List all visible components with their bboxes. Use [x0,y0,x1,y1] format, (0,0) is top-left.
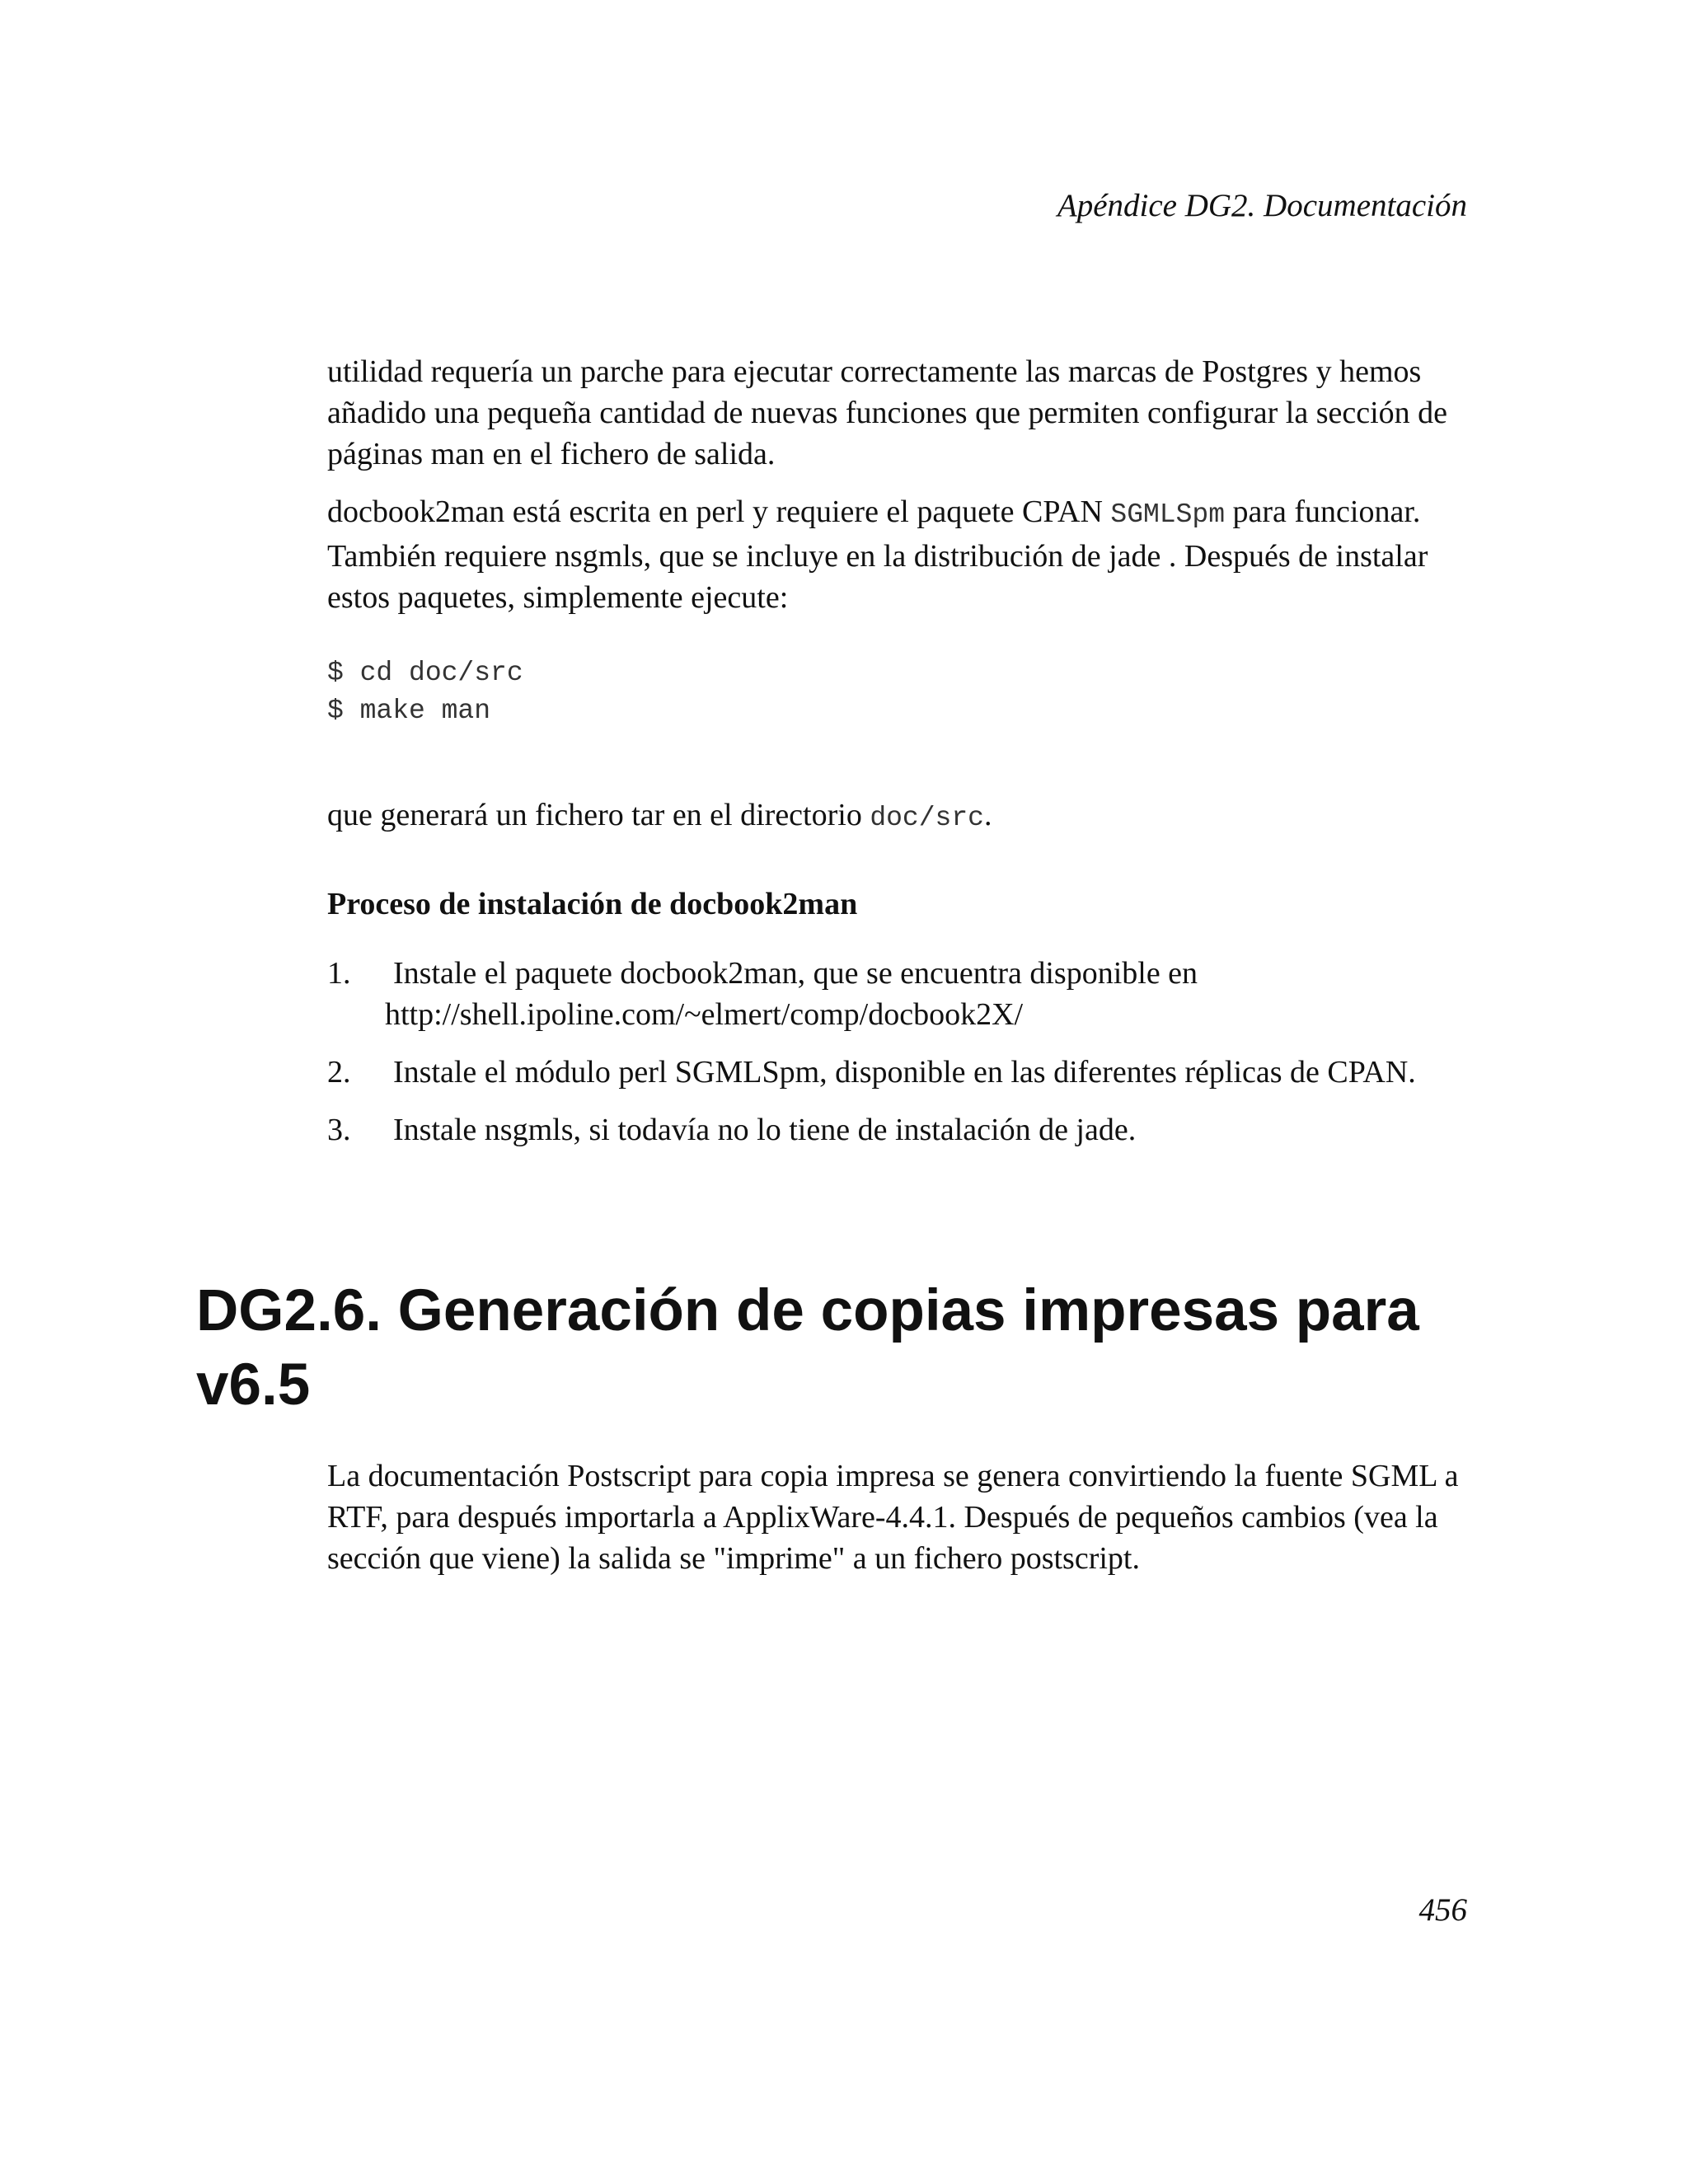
running-header: Apéndice DG2. Documentación [1057,188,1467,223]
step-number: 3. [327,1113,351,1147]
paragraph-postscript: La documentación Postscript para copia impresa se genera convirtiendo la fuente SGML a RTF, para después importarla a ApplixWare-4.4.1. Después de pequeños cambios (vea la sección que viene) la salida se "imprime" a un fichero postscript. [327,1459,1459,1576]
code-line: $ make man [327,696,491,726]
procedure-step [327,953,1481,1035]
paragraph-docbook2man-text-start: docbook2man está escrita en perl y requiere el paquete CPAN [327,494,1111,529]
procedure-title: Proceso de instalación de docbook2man [327,887,858,921]
section-title: DG2.6. Generación de copias impresas para v6.5 [196,1278,1419,1418]
procedure-steps [327,953,1481,1151]
code-line: $ cd doc/src [327,658,523,688]
step-text: Instale el módulo perl SGMLSpm, disponible en las diferentes réplicas de CPAN. [393,1055,1416,1090]
inline-code-doc-src: doc/src [870,803,984,833]
page-number: 456 [1418,1892,1467,1928]
inline-code-sgmlspm: SGMLSpm [1110,499,1226,530]
main-content [327,351,1481,1167]
procedure-step [327,1109,1481,1151]
paragraph-tar-text-end: . [983,798,992,832]
step-number: 1. [327,956,351,991]
step-text: Instale el paquete docbook2man, que se encuentra disponible en [393,956,1198,991]
paragraph-tar-output [327,794,1481,839]
paragraph-utility: utilidad requería un parche para ejecutar correctamente las marcas de Postgres y hemos añadido una pequeña cantidad de nuevas funciones que permiten configurar la sección de páginas man en el fichero de salida. [327,354,1448,471]
step-text: Instale nsgmls, si todavía no lo tiene de instalación de jade. [393,1113,1137,1147]
step-number: 2. [327,1055,351,1090]
step-link-text: http://shell.ipoline.com/~elmert/comp/docbook2X/ [385,997,1024,1032]
code-block [327,654,1481,730]
paragraph-tar-text-start: que generará un fichero tar en el directorio [327,798,870,832]
procedure-step [327,1052,1481,1093]
section-body [327,1455,1481,1579]
paragraph-docbook2man [327,491,1481,618]
paragraph-docbook2man-text-end: para funcionar. También requiere nsgmls, que se incluye en la distribución de jade . Después de instalar estos paquetes, simplemente ejecute: [327,494,1428,615]
